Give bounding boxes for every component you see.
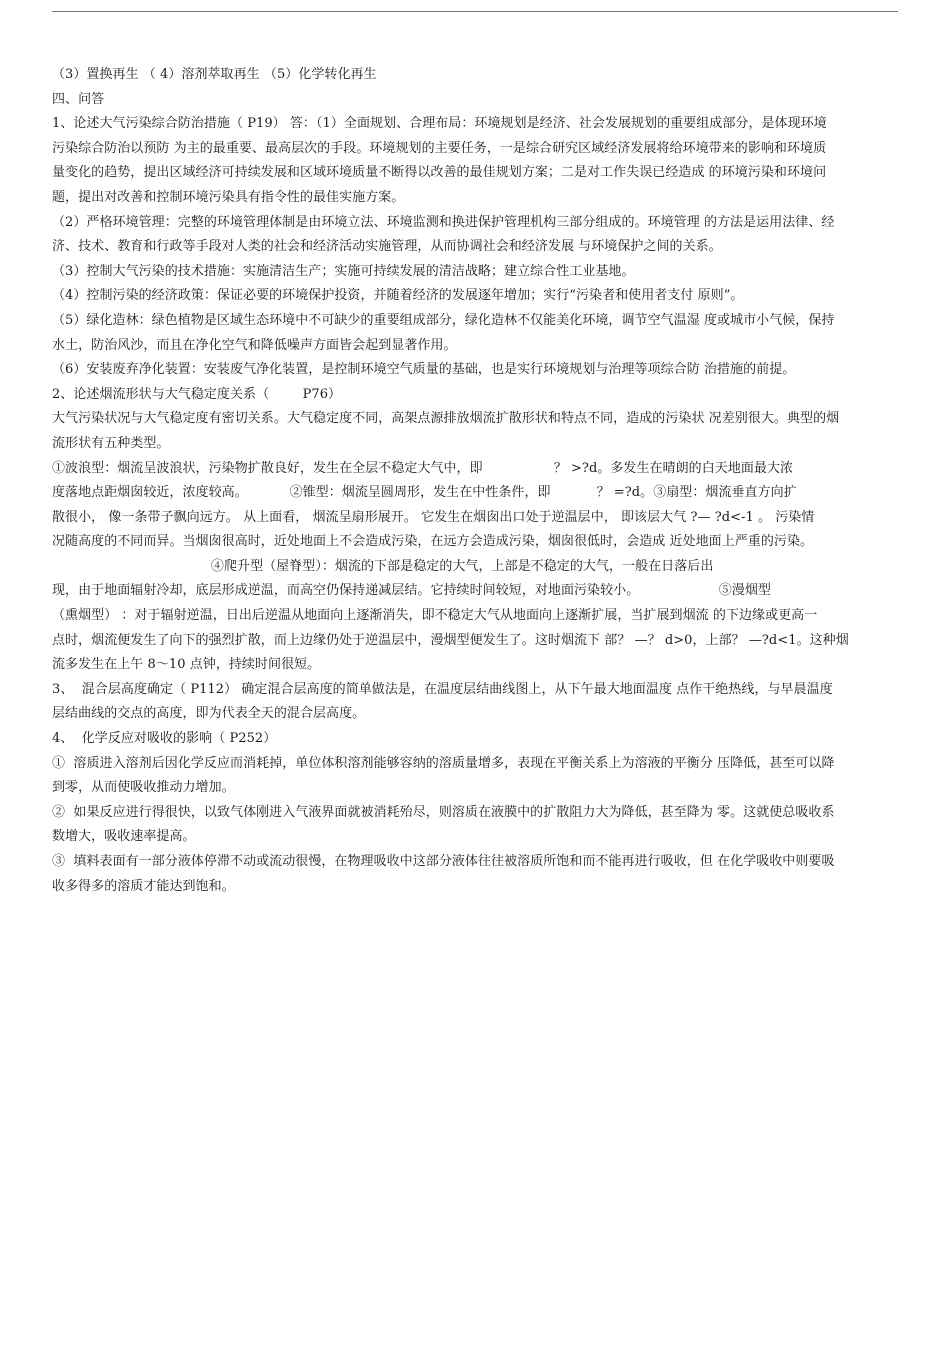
text-line: 到零，从而使吸收推动力增加。 (52, 780, 235, 796)
text-line: 散很小， 像一条带子飘向远方。 从上面看， 烟流呈扇形展开。 它发生在烟囱出口处于逆温层中， 即该层大气 ?— ?d<-1 。 污染情 (52, 509, 815, 525)
text-line: （5）绿化造林：绿色植物是区域生态环境中不可缺少的重要组成部分，绿化造林不仅能美化环境，调节空气温湿 度或城市小气候，保持 (52, 312, 835, 328)
section-heading: 四、问答 (52, 91, 105, 107)
text-line: （2）严格环境管理：完整的环境管理体制是由环境立法、环境监测和换进保护管理机构三部分组成的。环境管理 的方法是运用法律、经 (52, 214, 835, 230)
text-line: 题，提出对改善和控制环境污染具有指令性的最佳实施方案。 (52, 189, 405, 205)
text-line: 况随高度的不同而异。当烟囱很高时，近处地面上不会造成污染，在远方会造成污染，烟囱很低时，会造成 近处地面上严重的污染。 (52, 534, 814, 550)
question-2-line: 2、论述烟流形状与大气稳定度关系（ P76） (52, 386, 342, 402)
text-line: 层结曲线的交点的高度，即为代表全天的混合层高度。 (52, 706, 366, 722)
text-line: 水土，防治风沙，而且在净化空气和降低噪声方面皆会起到显著作用。 (52, 337, 457, 353)
text-line: ② 如果反应进行得很快，以致气体刚进入气液界面就被消耗殆尽，则溶质在液膜中的扩散阻力大为降低，甚至降为 零。这就使总吸收系 (52, 804, 835, 820)
text-line: 收多得多的溶质才能达到饱和。 (52, 878, 235, 894)
text-line: （4）控制污染的经济政策：保证必要的环境保护投资，并随着经济的发展逐年增加；实行“污染者和使用者支付 原则”。 (52, 288, 744, 304)
text-line: ④爬升型（屋脊型）：烟流的下部是稳定的大气，上部是不稳定的大气，一般在日落后出 (52, 558, 714, 574)
text-line: 现，由于地面辐射冷却，底层形成逆温，而高空仍保持递减层结。它持续时间较短，对地面污染较小。 ⑤漫烟型 (52, 583, 771, 599)
text-line: 点时，烟流便发生了向下的强烈扩散，而上边缘仍处于逆温层中，漫烟型便发生了。这时烟流下 部？ —？ d>0，上部？ —?d<1。这种烟 (52, 632, 849, 648)
question-1-line: 1、论述大气污染综合防治措施（ P19） 答：（1）全面规划、合理布局：环境规划是经济、社会发展规划的重要组成部分，是体现环境 (52, 116, 827, 132)
text-line: 数增大，吸收速率提高。 (52, 829, 196, 845)
text-line: ① 溶质进入溶剂后因化学反应而消耗掉，单位体积溶剂能够容纳的溶质量增多，表现在平衡关系上为溶液的平衡分 压降低，甚至可以降 (52, 755, 835, 771)
text-line: 度落地点距烟囱较近，浓度较高。 ②锥型：烟流呈圆周形，发生在中性条件，即 ？ =?d。③扇型：烟流垂直方向扩 (52, 485, 797, 501)
text-line: ①波浪型：烟流呈波浪状，污染物扩散良好，发生在全层不稳定大气中，即 ？ >?d。多发生在晴朗的白天地面最大浓 (52, 460, 794, 476)
question-4-line: 4、 化学反应对吸收的影响（ P252） (52, 731, 277, 747)
text-line: 济、技术、教育和行政等手段对人类的社会和经济活动实施管理，从而协调社会和经济发展 与环境保护之间的关系。 (52, 239, 722, 255)
text-line: ③ 填料表面有一部分液体停滞不动或流动很慢，在物理吸收中这部分液体往往被溶质所饱和而不能再进行吸收，但 在化学吸收中则要吸 (52, 854, 835, 869)
text-line: （3）控制大气污染的技术措施：实施清洁生产；实施可持续发展的清洁战略；建立综合性工业基地。 (52, 263, 635, 279)
document-body (52, 63, 898, 899)
text-line: 量变化的趋势，提出区域经济可持续发展和区域环境质量不断得以改善的最佳规划方案；二是对工作失误已经造成 的环境污染和环境问 (52, 165, 827, 181)
text-line: （熏烟型） ：对于辐射逆温，日出后逆温从地面向上逐渐消失，即不稳定大气从地面向上逐渐扩展，当扩展到烟流 的下边缘或更高一 (52, 608, 818, 624)
question-3-line: 3、 混合层高度确定（ P112） 确定混合层高度的简单做法是，在温度层结曲线图上，从下午最大地面温度 点作干绝热线，与早晨温度 (52, 681, 833, 697)
text-line: （6）安装废弃净化装置：安装废气净化装置，是控制环境空气质量的基础，也是实行环境规划与治理等项综合防 治措施的前提。 (52, 362, 796, 378)
text-line: 流形状有五种类型。 (52, 435, 170, 451)
text-line: （3）置换再生 （ 4）溶剂萃取再生 （5）化学转化再生 (52, 67, 377, 82)
header-rule (52, 11, 898, 12)
text-line: 大气污染状况与大气稳定度有密切关系。大气稳定度不同，高架点源排放烟流扩散形状和特点不同，造成的污染状 况差别很大。典型的烟 (52, 411, 840, 427)
text-line: 污染综合防治以预防 为主的最重要、最高层次的手段。环境规划的主要任务，一是综合研究区域经济发展将给环境带来的影响和环境质 (52, 140, 827, 156)
text-line: 流多发生在上午 8～10 点钟，持续时间很短。 (52, 657, 321, 673)
